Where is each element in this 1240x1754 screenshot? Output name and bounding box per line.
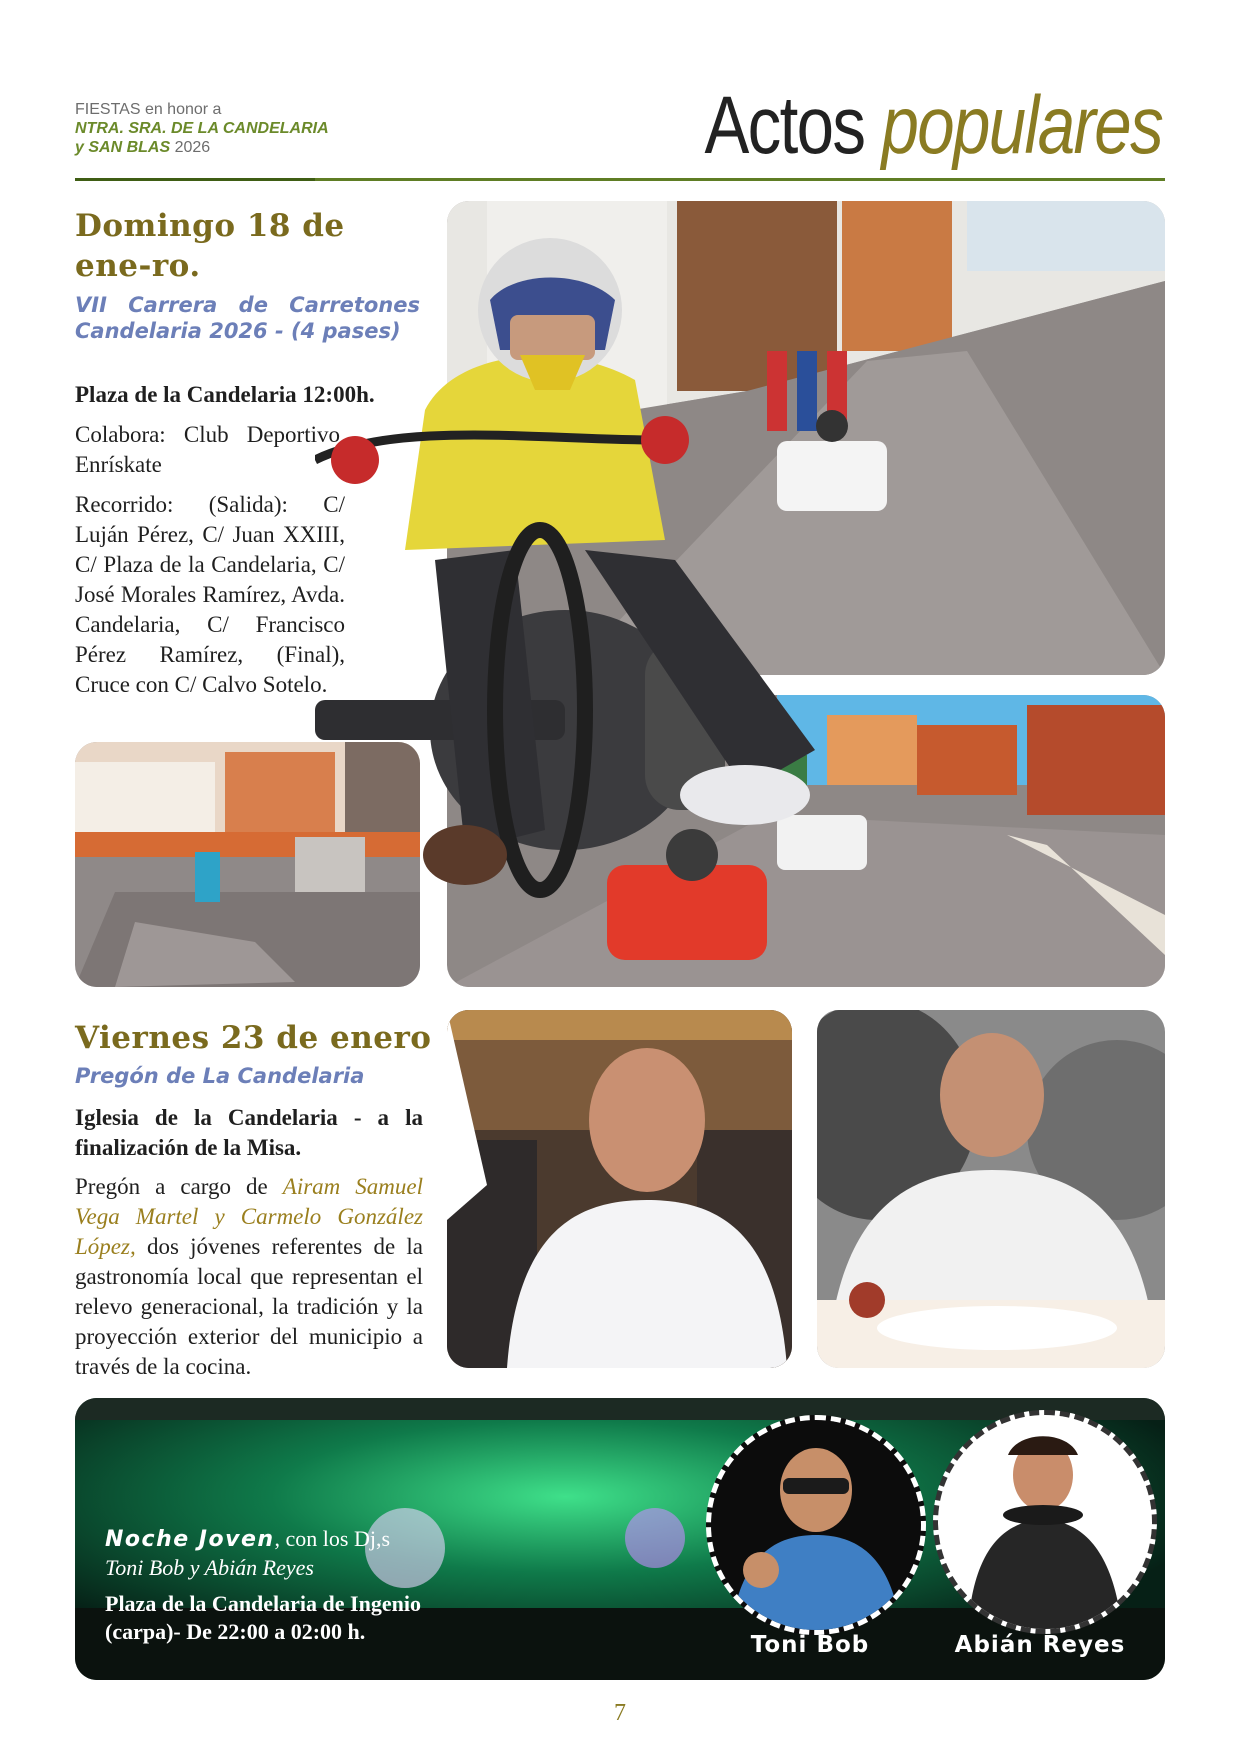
photo-chef-carmelo (817, 1010, 1165, 1368)
rider-cutout (315, 230, 935, 990)
avatar-abian-reyes (933, 1410, 1157, 1634)
dj1-name: Toni Bob (750, 1632, 870, 1658)
page-title-plain: Actos (704, 80, 865, 171)
section2-date: Viernes 23 de enero (75, 1020, 432, 1056)
section2-text-after: dos jóvenes referentes de la gastronomía local que representan el relevo generacional, la tradición y la proyección exterior del municipio a través de la cocina. (75, 1234, 424, 1379)
section3-event-rest: , con los Dj,s (274, 1526, 391, 1551)
section1-subtitle: VII Carrera de Carretones Candelaria 2026 - (4 pases) (75, 293, 420, 343)
header-year: 2026 (174, 139, 211, 156)
page-title (704, 78, 1162, 174)
section3-event: Noche Joven (105, 1527, 275, 1552)
section1-date: Domingo 18 de ene-ro. (75, 208, 345, 284)
section3-place: Plaza de la Candelaria de Ingenio (carpa)- De 22:00 a 02:00 h. (105, 1591, 421, 1644)
section2-subtitle: Pregón de La Candelaria (75, 1064, 365, 1088)
section3-djs: Toni Bob y Abián Reyes (105, 1555, 314, 1580)
page-title-italic: populares (881, 80, 1162, 171)
rider-sneaker (680, 765, 810, 825)
section1-collab: Colabora: Club Deportivo Enrískate (75, 422, 340, 477)
header-publication (75, 100, 435, 157)
section2-place: Iglesia de la Candelaria - a la finalización de la Misa. (75, 1105, 423, 1160)
header-divider-accent (75, 178, 315, 181)
header-line1: FIESTAS en honor a (75, 101, 222, 118)
header-line3-bold: y SAN BLAS (75, 139, 171, 156)
section2-text-before: Pregón a cargo de (75, 1174, 268, 1199)
section2-names: Airam Samuel Vega Martel y Carmelo González López, (75, 1174, 423, 1259)
section3-text (105, 1525, 485, 1646)
section1-route: Recorrido: (Salida): C/ Luján Pérez, C/ Juan XXIII, C/ Plaza de la Candelaria, C/ José Morales Ramírez, Avda. Candelaria, C/ Francisco Pérez Ramírez, (Final), Cruce con C/ Calvo Sotelo. (75, 492, 345, 697)
dj2-name: Abián Reyes (954, 1632, 1126, 1658)
photo-chef-airam (447, 1010, 792, 1368)
header-line2: NTRA. SRA. DE LA CANDELARIA (75, 120, 329, 137)
page-number: 7 (614, 1700, 626, 1726)
avatar-toni-bob (706, 1415, 926, 1635)
section2-description (75, 1172, 423, 1382)
section1-place: Plaza de la Candelaria 12:00h. (75, 382, 375, 407)
